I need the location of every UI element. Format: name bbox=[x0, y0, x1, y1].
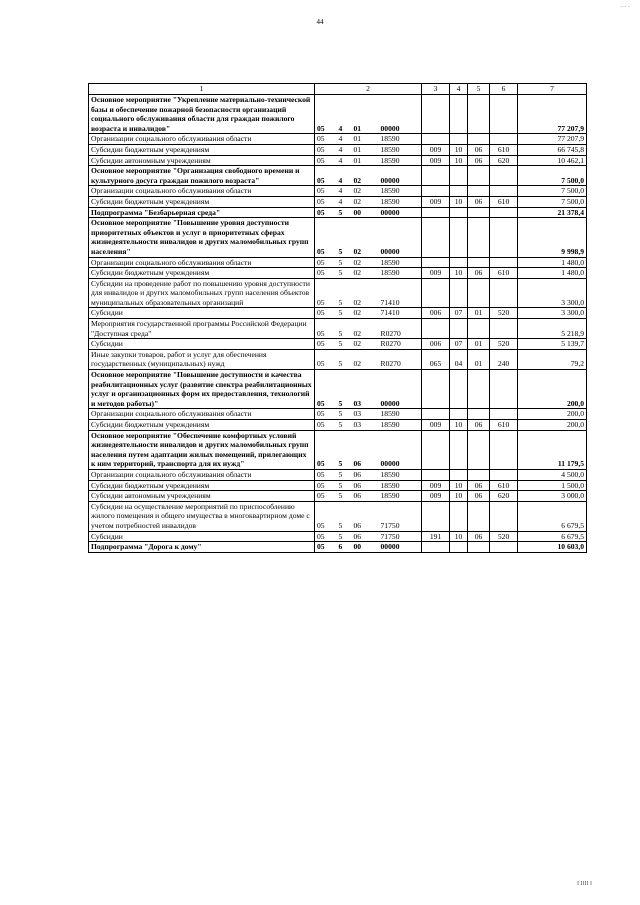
section-code bbox=[450, 430, 468, 469]
code-subprogram: 5 bbox=[337, 480, 352, 491]
table-row bbox=[89, 308, 587, 319]
section-code: 10 bbox=[450, 155, 468, 166]
code-program: 05 bbox=[315, 542, 337, 553]
code-program: 05 bbox=[315, 349, 337, 369]
grbs-code: 009 bbox=[422, 144, 450, 155]
expense-type-code bbox=[490, 166, 518, 186]
subsection-code: 06 bbox=[468, 491, 490, 502]
code-direction: 18590 bbox=[379, 257, 422, 268]
grbs-code bbox=[422, 134, 450, 145]
code-event: 02 bbox=[352, 308, 379, 319]
grbs-code bbox=[422, 501, 450, 531]
table-row bbox=[89, 134, 587, 145]
code-program: 05 bbox=[315, 370, 337, 409]
code-subprogram: 4 bbox=[337, 196, 352, 207]
amount: 3 300,0 bbox=[518, 278, 587, 308]
code-event: 01 bbox=[352, 155, 379, 166]
grbs-code bbox=[422, 430, 450, 469]
code-subprogram: 4 bbox=[337, 95, 352, 134]
code-subprogram: 5 bbox=[337, 278, 352, 308]
row-name: Субсидии бюджетным учреждениям bbox=[89, 420, 315, 431]
code-subprogram: 4 bbox=[337, 186, 352, 197]
amount: 21 378,4 bbox=[518, 207, 587, 218]
code-direction: 00000 bbox=[379, 430, 422, 469]
code-subprogram: 5 bbox=[337, 420, 352, 431]
code-event: 03 bbox=[352, 409, 379, 420]
table-row bbox=[89, 542, 587, 553]
code-program: 05 bbox=[315, 469, 337, 480]
section-code bbox=[450, 95, 468, 134]
code-event: 02 bbox=[352, 319, 379, 339]
code-program: 05 bbox=[315, 268, 337, 279]
table-row bbox=[89, 278, 587, 308]
table-row bbox=[89, 469, 587, 480]
grbs-code: 009 bbox=[422, 480, 450, 491]
code-subprogram: 5 bbox=[337, 268, 352, 279]
amount: 7 500,0 bbox=[518, 196, 587, 207]
bottom-mark: I IIII I bbox=[577, 881, 592, 887]
code-event: 01 bbox=[352, 95, 379, 134]
subsection-code: 01 bbox=[468, 349, 490, 369]
code-direction: R0270 bbox=[379, 339, 422, 350]
subsection-code bbox=[468, 409, 490, 420]
table-row bbox=[89, 349, 587, 369]
subsection-code bbox=[468, 186, 490, 197]
expense-type-code bbox=[490, 218, 518, 257]
table-row bbox=[89, 420, 587, 431]
grbs-code: 006 bbox=[422, 339, 450, 350]
grbs-code bbox=[422, 469, 450, 480]
code-subprogram: 5 bbox=[337, 491, 352, 502]
code-program: 05 bbox=[315, 339, 337, 350]
row-name: Основное мероприятие "Повышение доступности и качества реабилитационных услуг (развитие спектра реабилитационных услуг и организационных форм их предоставления, технологий и методов работы)" bbox=[89, 370, 315, 409]
code-subprogram: 4 bbox=[337, 166, 352, 186]
code-event: 02 bbox=[352, 349, 379, 369]
section-code bbox=[450, 501, 468, 531]
amount: 7 500,0 bbox=[518, 166, 587, 186]
subsection-code: 01 bbox=[468, 308, 490, 319]
subsection-code: 01 bbox=[468, 339, 490, 350]
section-code: 10 bbox=[450, 491, 468, 502]
code-event: 06 bbox=[352, 430, 379, 469]
expense-type-code bbox=[490, 257, 518, 268]
subsection-code bbox=[468, 469, 490, 480]
code-event: 03 bbox=[352, 420, 379, 431]
table-row bbox=[89, 339, 587, 350]
row-name: Организации социального обслуживания области bbox=[89, 469, 315, 480]
subsection-code: 06 bbox=[468, 480, 490, 491]
grbs-code bbox=[422, 257, 450, 268]
expense-type-code: 520 bbox=[490, 339, 518, 350]
code-direction: 18590 bbox=[379, 480, 422, 491]
code-program: 05 bbox=[315, 278, 337, 308]
section-code bbox=[450, 469, 468, 480]
expense-type-code bbox=[490, 207, 518, 218]
grbs-code: 009 bbox=[422, 196, 450, 207]
section-code: 07 bbox=[450, 308, 468, 319]
code-event: 06 bbox=[352, 480, 379, 491]
code-direction: 18590 bbox=[379, 144, 422, 155]
code-program: 05 bbox=[315, 207, 337, 218]
code-event: 06 bbox=[352, 501, 379, 531]
row-name: Субсидии bbox=[89, 308, 315, 319]
section-code bbox=[450, 319, 468, 339]
grbs-code: 009 bbox=[422, 420, 450, 431]
row-name: Субсидии бюджетным учреждениям bbox=[89, 268, 315, 279]
code-direction: 18590 bbox=[379, 186, 422, 197]
amount: 6 679,5 bbox=[518, 501, 587, 531]
code-event: 02 bbox=[352, 196, 379, 207]
row-name: Субсидии bbox=[89, 531, 315, 542]
table-row bbox=[89, 480, 587, 491]
code-direction: 18590 bbox=[379, 268, 422, 279]
row-name: Организации социального обслуживания области bbox=[89, 257, 315, 268]
section-code bbox=[450, 409, 468, 420]
code-direction: R0270 bbox=[379, 349, 422, 369]
section-code: 04 bbox=[450, 349, 468, 369]
header-col-3: 3 bbox=[422, 84, 450, 95]
code-subprogram: 5 bbox=[337, 319, 352, 339]
subsection-code: 06 bbox=[468, 268, 490, 279]
code-event: 01 bbox=[352, 144, 379, 155]
code-program: 05 bbox=[315, 501, 337, 531]
row-name: Субсидии бюджетным учреждениям bbox=[89, 480, 315, 491]
amount: 3 300,0 bbox=[518, 308, 587, 319]
code-event: 02 bbox=[352, 186, 379, 197]
code-program: 05 bbox=[315, 308, 337, 319]
amount: 200,0 bbox=[518, 370, 587, 409]
grbs-code bbox=[422, 95, 450, 134]
table-row bbox=[89, 319, 587, 339]
subsection-code: 06 bbox=[468, 196, 490, 207]
amount: 6 679,5 bbox=[518, 531, 587, 542]
code-direction: 00000 bbox=[379, 218, 422, 257]
amount: 10 462,1 bbox=[518, 155, 587, 166]
row-name: Подпрограмма "Безбарьерная среда" bbox=[89, 207, 315, 218]
code-program: 05 bbox=[315, 257, 337, 268]
code-subprogram: 5 bbox=[337, 409, 352, 420]
expense-type-code bbox=[490, 501, 518, 531]
code-subprogram: 5 bbox=[337, 349, 352, 369]
code-subprogram: 5 bbox=[337, 430, 352, 469]
subsection-code bbox=[468, 278, 490, 308]
code-direction: 18590 bbox=[379, 469, 422, 480]
amount: 10 603,0 bbox=[518, 542, 587, 553]
amount: 200,0 bbox=[518, 409, 587, 420]
expense-type-code: 610 bbox=[490, 144, 518, 155]
code-program: 05 bbox=[315, 430, 337, 469]
table-row bbox=[89, 501, 587, 531]
section-code bbox=[450, 218, 468, 257]
amount: 5 139,7 bbox=[518, 339, 587, 350]
code-program: 05 bbox=[315, 531, 337, 542]
table-row bbox=[89, 95, 587, 134]
grbs-code: 191 bbox=[422, 531, 450, 542]
table-row bbox=[89, 207, 587, 218]
table-row bbox=[89, 196, 587, 207]
amount: 11 179,5 bbox=[518, 430, 587, 469]
code-subprogram: 4 bbox=[337, 155, 352, 166]
subsection-code bbox=[468, 166, 490, 186]
table-row bbox=[89, 218, 587, 257]
code-event: 02 bbox=[352, 218, 379, 257]
grbs-code: 009 bbox=[422, 491, 450, 502]
expense-type-code bbox=[490, 542, 518, 553]
code-direction: R0270 bbox=[379, 319, 422, 339]
table-row bbox=[89, 409, 587, 420]
grbs-code bbox=[422, 409, 450, 420]
code-event: 02 bbox=[352, 166, 379, 186]
header-col-2: 2 bbox=[315, 84, 422, 95]
code-subprogram: 5 bbox=[337, 370, 352, 409]
subsection-code: 06 bbox=[468, 420, 490, 431]
code-program: 05 bbox=[315, 409, 337, 420]
section-code: 10 bbox=[450, 268, 468, 279]
subsection-code bbox=[468, 218, 490, 257]
amount: 77 207,9 bbox=[518, 95, 587, 134]
grbs-code bbox=[422, 542, 450, 553]
amount: 1 480,0 bbox=[518, 268, 587, 279]
grbs-code bbox=[422, 319, 450, 339]
row-name: Организации социального обслуживания области bbox=[89, 409, 315, 420]
subsection-code bbox=[468, 95, 490, 134]
section-code bbox=[450, 207, 468, 218]
code-event: 00 bbox=[352, 207, 379, 218]
code-event: 02 bbox=[352, 257, 379, 268]
code-event: 06 bbox=[352, 531, 379, 542]
section-code: 10 bbox=[450, 144, 468, 155]
code-event: 02 bbox=[352, 278, 379, 308]
row-name: Организации социального обслуживания области bbox=[89, 186, 315, 197]
section-code bbox=[450, 166, 468, 186]
amount: 5 218,9 bbox=[518, 319, 587, 339]
expense-type-code: 610 bbox=[490, 196, 518, 207]
amount: 200,0 bbox=[518, 420, 587, 431]
expense-type-code bbox=[490, 469, 518, 480]
table-row bbox=[89, 166, 587, 186]
row-name: Субсидии автономным учреждениям bbox=[89, 491, 315, 502]
code-direction: 18590 bbox=[379, 196, 422, 207]
code-subprogram: 5 bbox=[337, 501, 352, 531]
subsection-code bbox=[468, 501, 490, 531]
row-name: Основное мероприятие "Обеспечение комфортных условий жизнедеятельности инвалидов и других маломобильных групп населения путем адаптации жилых помещений, прилегающих к ним территорий, транспорта для их нужд" bbox=[89, 430, 315, 469]
grbs-code: 009 bbox=[422, 155, 450, 166]
section-code: 10 bbox=[450, 420, 468, 431]
subsection-code: 06 bbox=[468, 531, 490, 542]
amount: 66 745,8 bbox=[518, 144, 587, 155]
code-program: 05 bbox=[315, 196, 337, 207]
row-name: Организации социального обслуживания области bbox=[89, 134, 315, 145]
header-col-1: 1 bbox=[89, 84, 315, 95]
code-program: 05 bbox=[315, 155, 337, 166]
expense-type-code: 610 bbox=[490, 420, 518, 431]
header-col-7: 7 bbox=[518, 84, 587, 95]
expense-type-code bbox=[490, 278, 518, 308]
table-row bbox=[89, 257, 587, 268]
expense-type-code bbox=[490, 370, 518, 409]
section-code: 10 bbox=[450, 480, 468, 491]
table-row bbox=[89, 531, 587, 542]
code-subprogram: 4 bbox=[337, 144, 352, 155]
code-direction: 71750 bbox=[379, 531, 422, 542]
expense-type-code: 610 bbox=[490, 480, 518, 491]
section-code: 07 bbox=[450, 339, 468, 350]
table-row bbox=[89, 155, 587, 166]
expense-type-code bbox=[490, 409, 518, 420]
header-col-5: 5 bbox=[468, 84, 490, 95]
code-program: 05 bbox=[315, 134, 337, 145]
code-subprogram: 5 bbox=[337, 218, 352, 257]
budget-table bbox=[88, 83, 587, 553]
code-subprogram: 5 bbox=[337, 257, 352, 268]
subsection-code: 06 bbox=[468, 155, 490, 166]
section-code bbox=[450, 278, 468, 308]
row-name: Субсидии бюджетным учреждениям bbox=[89, 196, 315, 207]
code-subprogram: 6 bbox=[337, 542, 352, 553]
expense-type-code bbox=[490, 186, 518, 197]
expense-type-code: 610 bbox=[490, 268, 518, 279]
subsection-code bbox=[468, 134, 490, 145]
amount: 7 500,0 bbox=[518, 186, 587, 197]
row-name: Основное мероприятие "Укрепление материально-технической базы и обеспечение пожарной безопасности организаций социального обслуживания области для граждан пожилого возраста и инвалидов" bbox=[89, 95, 315, 134]
corner-mark: - - - bbox=[621, 4, 630, 10]
section-code: 10 bbox=[450, 196, 468, 207]
expense-type-code: 520 bbox=[490, 308, 518, 319]
table-row bbox=[89, 370, 587, 409]
subsection-code: 06 bbox=[468, 144, 490, 155]
grbs-code bbox=[422, 278, 450, 308]
row-name: Мероприятия государственной программы Российской Федерации "Доступная среда" bbox=[89, 319, 315, 339]
header-col-4: 4 bbox=[450, 84, 468, 95]
table-row bbox=[89, 268, 587, 279]
code-program: 05 bbox=[315, 420, 337, 431]
code-direction: 18590 bbox=[379, 134, 422, 145]
section-code: 10 bbox=[450, 531, 468, 542]
table-body bbox=[89, 95, 587, 553]
code-direction: 18590 bbox=[379, 420, 422, 431]
code-subprogram: 5 bbox=[337, 308, 352, 319]
expense-type-code: 620 bbox=[490, 155, 518, 166]
expense-type-code: 620 bbox=[490, 491, 518, 502]
row-name: Подпрограмма "Дорога к дому" bbox=[89, 542, 315, 553]
section-code bbox=[450, 542, 468, 553]
amount: 1 480,0 bbox=[518, 257, 587, 268]
code-subprogram: 5 bbox=[337, 207, 352, 218]
expense-type-code: 240 bbox=[490, 349, 518, 369]
expense-type-code: 520 bbox=[490, 531, 518, 542]
code-event: 02 bbox=[352, 339, 379, 350]
grbs-code bbox=[422, 166, 450, 186]
row-name: Субсидии бюджетным учреждениям bbox=[89, 144, 315, 155]
code-subprogram: 5 bbox=[337, 531, 352, 542]
subsection-code bbox=[468, 207, 490, 218]
expense-type-code bbox=[490, 134, 518, 145]
code-program: 05 bbox=[315, 166, 337, 186]
code-program: 05 bbox=[315, 186, 337, 197]
section-code bbox=[450, 186, 468, 197]
amount: 4 500,0 bbox=[518, 469, 587, 480]
code-event: 01 bbox=[352, 134, 379, 145]
code-direction: 00000 bbox=[379, 542, 422, 553]
code-direction: 18590 bbox=[379, 409, 422, 420]
subsection-code bbox=[468, 257, 490, 268]
amount: 79,2 bbox=[518, 349, 587, 369]
section-code bbox=[450, 134, 468, 145]
code-event: 00 bbox=[352, 542, 379, 553]
code-direction: 71410 bbox=[379, 308, 422, 319]
code-direction: 18590 bbox=[379, 155, 422, 166]
row-name: Субсидии автономным учреждениям bbox=[89, 155, 315, 166]
amount: 1 500,0 bbox=[518, 480, 587, 491]
expense-type-code bbox=[490, 319, 518, 339]
grbs-code bbox=[422, 370, 450, 409]
code-direction: 18590 bbox=[379, 491, 422, 502]
header-row bbox=[89, 84, 587, 95]
table-row bbox=[89, 144, 587, 155]
grbs-code: 065 bbox=[422, 349, 450, 369]
table-row bbox=[89, 186, 587, 197]
amount: 3 000,0 bbox=[518, 491, 587, 502]
subsection-code bbox=[468, 430, 490, 469]
amount: 9 998,9 bbox=[518, 218, 587, 257]
row-name: Субсидии на проведение работ по повышению уровня доступности для инвалидов и других маломобильных групп населения объектов муниципальных образовательных организаций bbox=[89, 278, 315, 308]
expense-type-code bbox=[490, 95, 518, 134]
grbs-code: 006 bbox=[422, 308, 450, 319]
expense-type-code bbox=[490, 430, 518, 469]
subsection-code bbox=[468, 319, 490, 339]
subsection-code bbox=[468, 370, 490, 409]
code-program: 05 bbox=[315, 218, 337, 257]
code-direction: 00000 bbox=[379, 207, 422, 218]
code-event: 02 bbox=[352, 268, 379, 279]
code-direction: 00000 bbox=[379, 370, 422, 409]
code-subprogram: 5 bbox=[337, 469, 352, 480]
section-code bbox=[450, 257, 468, 268]
grbs-code bbox=[422, 207, 450, 218]
grbs-code bbox=[422, 186, 450, 197]
subsection-code bbox=[468, 542, 490, 553]
code-event: 06 bbox=[352, 491, 379, 502]
row-name: Иные закупки товаров, работ и услуг для обеспечения государственных (муниципальных) нужд bbox=[89, 349, 315, 369]
code-subprogram: 4 bbox=[337, 134, 352, 145]
code-program: 05 bbox=[315, 95, 337, 134]
code-event: 03 bbox=[352, 370, 379, 409]
grbs-code: 009 bbox=[422, 268, 450, 279]
row-name: Основное мероприятие "Повышение уровня доступности приоритетных объектов и услуг в приоритетных сферах жизнедеятельности инвалидов и других маломобильных групп населения" bbox=[89, 218, 315, 257]
amount: 77 207,9 bbox=[518, 134, 587, 145]
code-program: 05 bbox=[315, 491, 337, 502]
code-direction: 00000 bbox=[379, 95, 422, 134]
code-direction: 71410 bbox=[379, 278, 422, 308]
code-direction: 71750 bbox=[379, 501, 422, 531]
row-name: Субсидии на осуществление мероприятий по приспособлению жилого помещения и общего имущества в многоквартирном доме с учетом потребностей инвалидов bbox=[89, 501, 315, 531]
section-code bbox=[450, 370, 468, 409]
row-name: Основное мероприятие "Организация свободного времени и культурного досуга граждан пожилого возраста" bbox=[89, 166, 315, 186]
code-subprogram: 5 bbox=[337, 339, 352, 350]
table-row bbox=[89, 491, 587, 502]
code-program: 05 bbox=[315, 480, 337, 491]
code-program: 05 bbox=[315, 319, 337, 339]
row-name: Субсидии bbox=[89, 339, 315, 350]
grbs-code bbox=[422, 218, 450, 257]
page-number: 44 bbox=[316, 18, 324, 26]
code-program: 05 bbox=[315, 144, 337, 155]
code-direction: 00000 bbox=[379, 166, 422, 186]
code-event: 06 bbox=[352, 469, 379, 480]
header-col-6: 6 bbox=[490, 84, 518, 95]
table-row bbox=[89, 430, 587, 469]
